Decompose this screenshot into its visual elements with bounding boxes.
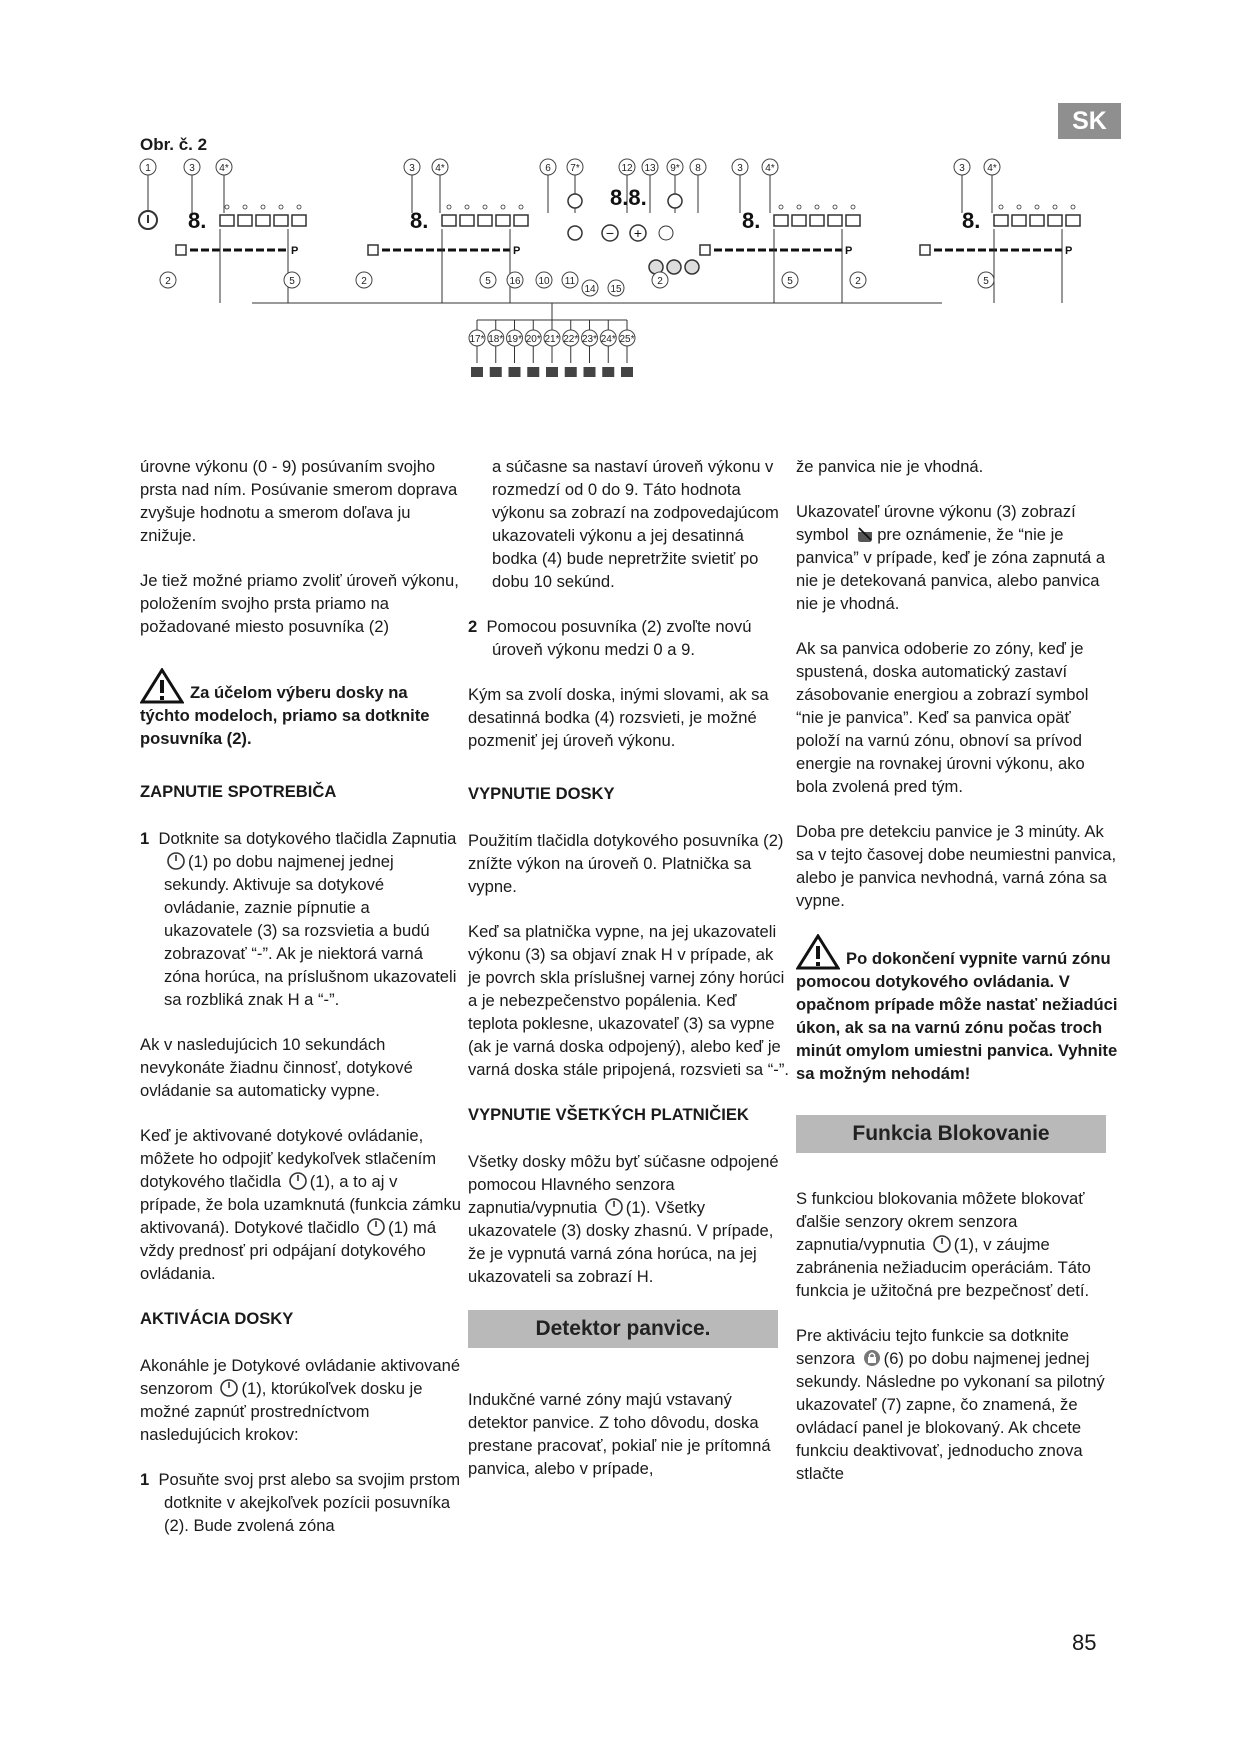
callout-label: 9* [670, 163, 680, 174]
zone-indicator-dot [1035, 205, 1039, 209]
timer-indicator-icon [659, 226, 673, 240]
paragraph: Je tiež možné priamo zvoliť úroveň výkonu, položením svojho prsta priamo na požadované miesto posuvníka (2) [140, 571, 459, 636]
callout-label: 18* [488, 334, 504, 345]
lock-icon [862, 1348, 882, 1368]
text: Všetky dosky môžu byť súčasne odpojené pomocou Hlavného senzora zapnutia/vypnutia [468, 1152, 779, 1217]
callout-label: 13 [644, 163, 656, 174]
program-icon [621, 367, 633, 377]
callout-label: 21* [544, 334, 560, 345]
callout-label: 3 [409, 163, 415, 174]
power-icon [604, 1197, 624, 1217]
text: (1). Všetky ukazovatele (3) dosky zhasnú. V prípade, že je vypnutá varná zóna horúca, na jej ukazovateli sa zobrazí H. [468, 1198, 774, 1286]
zone-level-segment [1048, 215, 1062, 226]
zone-indicator-dot [243, 205, 247, 209]
paragraph: že panvica nie je vhodná. [796, 457, 984, 476]
zone-indicator-dot [779, 205, 783, 209]
step-text: Dotknite sa dotykového tlačidla Zapnutia [158, 829, 457, 848]
heading: ZAPNUTIE SPOTREBIČA [140, 782, 337, 801]
callout-label: 20* [525, 334, 541, 345]
zone-power-display: 8. [188, 208, 207, 233]
callout-label: 5 [983, 276, 989, 287]
callout-label: 4* [765, 163, 775, 174]
callout-label: 15 [610, 284, 622, 295]
zone-power-display: 8. [742, 208, 761, 233]
zone-level-segment [828, 215, 842, 226]
text: Ukazovateľ úrovne výkonu (3) zobrazí symbol [796, 502, 1076, 544]
zone-level-segment [810, 215, 824, 226]
callout-label: 3 [959, 163, 965, 174]
program-icon [527, 367, 539, 377]
heading: VYPNUTIE VŠETKÝCH PLATNIČIEK [468, 1105, 749, 1124]
callout-label: 3 [737, 163, 743, 174]
callout-label: 5 [787, 276, 793, 287]
step-text: Posuňte svoj prst alebo sa svojim prstom dotknite v akejkoľvek pozícii posuvníka (2). Bude zvolená zóna [158, 1470, 461, 1535]
callout-label: 4* [219, 163, 229, 174]
timer-plus-label: + [633, 225, 643, 241]
zone-level-segment [1012, 215, 1026, 226]
warning-text: Za účelom výberu dosky na týchto modeloch, priamo sa dotknite posuvníka (2). [140, 683, 430, 748]
program-icon [509, 367, 521, 377]
text: pre oznámenie, že “nie je panvica” v prípade, keď je zóna zapnutá a nie je detekovaná panvica, alebo panvica nie je vhodná. [796, 525, 1106, 613]
paragraph: Ak v nasledujúcich 10 sekundách nevykonáte žiadnu činnosť, dotykové ovládanie sa automaticky vypne. [140, 1035, 413, 1100]
paragraph [140, 1354, 462, 1446]
callout-label: 1 [145, 163, 151, 174]
power-icon [219, 1378, 239, 1398]
zone-level-segment [846, 215, 860, 226]
text: (1), v záujme zabránenia nežiaducim operáciám. Táto funkcia je užitočná pre bezpečnosť detí. [796, 1235, 1091, 1300]
paragraph [796, 500, 1118, 615]
numbered-step [468, 615, 790, 661]
zone-level-segment [994, 215, 1008, 226]
pause-sensor-icon [668, 194, 682, 208]
control-panel-diagram [130, 155, 1110, 455]
zone-level-segment [1066, 215, 1080, 226]
power-icon [932, 1234, 952, 1254]
step-text: Pomocou posuvníka (2) zvoľte novú úroveň výkonu medzi 0 a 9. [486, 617, 752, 659]
slider-end-mark: P [513, 245, 521, 257]
warning [796, 934, 1118, 1085]
slider-end-mark: P [1065, 245, 1073, 257]
warning-text: Po dokončení vypnite varnú zónu pomocou dotykového ovládania. V opačnom prípade môže nastať nežiadúci úkon, ak sa na varnú zónu počas troch minút omylom umiestni panvica. Vyhnite sa možným nehodám! [796, 949, 1118, 1083]
paragraph: Keď sa platnička vypne, na jej ukazovateli výkonu (3) sa objaví znak H v prípade, ak je povrch skla príslušnej varnej zóny horúci a je nebezpečenstvo popálenia. Keď teplota poklesne, ukazovateľ (3) sa vypne (ak je varná doska odpojený), alebo keď je varná doska stále pripojená, rozsvieti sa “-”. [468, 922, 789, 1079]
zone-indicator-dot [1071, 205, 1075, 209]
slider-end-mark: P [845, 245, 853, 257]
callout-label: 8 [695, 163, 701, 174]
slider-start-mark [920, 245, 930, 255]
program-icon [490, 367, 502, 377]
zone-level-segment [292, 215, 306, 226]
zone-indicator-dot [279, 205, 283, 209]
callout-label: 17* [469, 334, 485, 345]
paragraph [468, 1150, 790, 1288]
power-icon [166, 851, 186, 871]
step-number: 1 [140, 1470, 150, 1489]
warning-icon [796, 934, 840, 970]
zone-level-segment [792, 215, 806, 226]
callout-label: 5 [289, 276, 295, 287]
callout-label: 4* [987, 163, 997, 174]
text: S funkciou blokovania môžete blokovať ďalšie senzory okrem senzora zapnutia/vypnutia [796, 1189, 1085, 1254]
text: Akonáhle je Dotykové ovládanie aktivované senzorom [140, 1356, 461, 1398]
callout-label: 2 [165, 276, 171, 287]
zone-indicator-dot [833, 205, 837, 209]
zone-level-segment [256, 215, 270, 226]
step-number: 2 [468, 617, 478, 636]
callout-label: 6 [545, 163, 551, 174]
program-sensor-icon [568, 226, 582, 240]
paragraph [796, 1187, 1118, 1302]
text: (6) po dobu najmenej jednej sekundy. Následne po vykonaní sa pilotný ukazovateľ (7) zapne, čo znamená, že ovládací panel je blokovaný. Ak chcete funkciu deaktivovať, jednoducho znova stlačte [796, 1349, 1105, 1483]
callout-label: 14 [584, 284, 596, 295]
callout-label: 25* [619, 334, 635, 345]
program-icon [565, 367, 577, 377]
lock-sensor-icon [568, 194, 582, 208]
callout-label: 24* [600, 334, 616, 345]
paragraph: Indukčné varné zóny majú vstavaný detektor panvice. Z toho dôvodu, doska prestane pracovať, pokiaľ nie je prítomná panvica, alebo v prípade, [468, 1390, 771, 1478]
zone-level-segment [496, 215, 510, 226]
zone-level-segment [774, 215, 788, 226]
zone-indicator-dot [447, 205, 451, 209]
zone-indicator-dot [1053, 205, 1057, 209]
zone-indicator-dot [465, 205, 469, 209]
zone-level-segment [1030, 215, 1044, 226]
column-1 [140, 455, 462, 1537]
step-text: (1) po dobu najmenej jednej sekundy. Aktivuje sa dotykové ovládanie, zaznie pípnutie a ukazovatele (3) sa rozsvietia a budú zobrazovať “-”. Ak je niektorá varná zóna horúca, na príslušnom ukazovateli sa rozbliká znak H a “-”. [164, 852, 457, 1009]
callout-label: 2 [361, 276, 367, 287]
zone-level-segment [478, 215, 492, 226]
zone-indicator-dot [225, 205, 229, 209]
zone-level-segment [442, 215, 456, 226]
paragraph [796, 1324, 1118, 1485]
numbered-step [140, 827, 462, 1011]
function-sensor-icon [667, 260, 681, 274]
callout-label: 4* [435, 163, 445, 174]
zone-indicator-dot [797, 205, 801, 209]
power-icon [288, 1171, 308, 1191]
program-icon [602, 367, 614, 377]
zone-indicator-dot [483, 205, 487, 209]
zone-indicator-dot [297, 205, 301, 209]
column-3 [796, 455, 1118, 1485]
warning [140, 668, 462, 750]
callout-label: 19* [506, 334, 523, 345]
heading: AKTIVÁCIA DOSKY [140, 1309, 294, 1328]
zone-level-segment [274, 215, 288, 226]
timer-display: 8.8. [610, 185, 647, 210]
zone-indicator-dot [261, 205, 265, 209]
zone-power-display: 8. [962, 208, 981, 233]
callout-label: 22* [563, 334, 579, 345]
power-icon [366, 1217, 386, 1237]
zone-level-segment [238, 215, 252, 226]
column-2 [468, 455, 790, 1480]
slider-end-mark: P [291, 245, 299, 257]
zone-level-segment [460, 215, 474, 226]
zone-power-display: 8. [410, 208, 429, 233]
slider-start-mark [368, 245, 378, 255]
paragraph: Doba pre detekciu panvice je 3 minúty. Ak sa v tejto časovej dobe neumiestni panvica, alebo je panvica nevhodná, varná zóna sa vypne. [796, 822, 1117, 910]
callout-label: 23* [581, 334, 598, 345]
slider-start-mark [176, 245, 186, 255]
paragraph: Ak sa panvica odoberie zo zóny, keď je spustená, doska automatický zastaví zásobovanie energiou a zobrazí symbol “nie je panvica”. Keď sa panvica opäť položí na varnú zónu, obnoví sa prívod energie na rovnakej úrovni výkonu, ako bola zvolená pred tým. [796, 639, 1089, 796]
page-number: 85 [1072, 1630, 1097, 1655]
language-badge: SK [1058, 103, 1121, 139]
program-icon [471, 367, 483, 377]
paragraph [140, 1124, 462, 1285]
callout-label: 10 [538, 276, 550, 287]
callout-label: 16 [509, 276, 521, 287]
callout-label: 7* [570, 163, 580, 174]
section-banner: Funkcia Blokovanie [796, 1115, 1106, 1153]
zone-indicator-dot [1017, 205, 1021, 209]
section-banner: Detektor panvice. [468, 1310, 778, 1348]
callout-label: 3 [189, 163, 195, 174]
paragraph: Použitím tlačidla dotykového posuvníka (2) znížte výkon na úroveň 0. Platnička sa vypne. [468, 831, 784, 896]
timer-minus-label: − [605, 225, 615, 241]
heading: VYPNUTIE DOSKY [468, 784, 615, 803]
zone-indicator-dot [815, 205, 819, 209]
text: (1) má vždy prednosť pri odpájaní dotykového ovládania. [140, 1218, 437, 1283]
callout-label: 2 [657, 276, 663, 287]
zone-indicator-dot [999, 205, 1003, 209]
text: Pre aktiváciu tejto funkcie sa dotknite senzora [796, 1326, 1070, 1368]
figure-label: Obr. č. 2 [140, 135, 208, 154]
paragraph: úrovne výkonu (0 - 9) posúvaním svojho prsta nad ním. Posúvanie smerom doprava zvyšuje hodnotu a smerom doľava ju znižuje. [140, 457, 458, 545]
slider-start-mark [700, 245, 710, 255]
function-sensor-icon [685, 260, 699, 274]
zone-indicator-dot [851, 205, 855, 209]
zone-indicator-dot [519, 205, 523, 209]
callout-label: 11 [564, 276, 576, 287]
callout-label: 2 [855, 276, 861, 287]
callout-label: 5 [485, 276, 491, 287]
program-icon [546, 367, 558, 377]
paragraph: a súčasne sa nastaví úroveň výkonu v rozmedzí od 0 do 9. Táto hodnota výkonu sa zobrazí na zodpovedajúcom ukazovateli výkonu a jej desatinná bodka (4) bude nepretržite svietiť po dobu 10 sekúnd. [492, 457, 779, 591]
step-number: 1 [140, 829, 150, 848]
zone-indicator-dot [501, 205, 505, 209]
warning-icon [140, 668, 184, 704]
program-icon [584, 367, 596, 377]
callout-label: 12 [621, 163, 633, 174]
zone-level-segment [220, 215, 234, 226]
no-pan-icon [855, 524, 875, 544]
zone-level-segment [514, 215, 528, 226]
paragraph: Kým sa zvolí doska, inými slovami, ak sa desatinná bodka (4) rozsvieti, je možné pozmeniť jej úroveň výkonu. [468, 685, 769, 750]
text: (1), ktorúkoľvek dosku je možné zapnúť prostredníctvom nasledujúcich krokov: [140, 1379, 423, 1444]
numbered-step [140, 1468, 462, 1537]
text: Keď je aktivované dotykové ovládanie, môžete ho odpojiť kedykoľvek stlačením dotykového tlačidla [140, 1126, 437, 1191]
text: (1), a to aj v prípade, že bola uzamknutá (funkcia zámku aktivovaná). Dotykové tlačidlo [140, 1172, 461, 1237]
